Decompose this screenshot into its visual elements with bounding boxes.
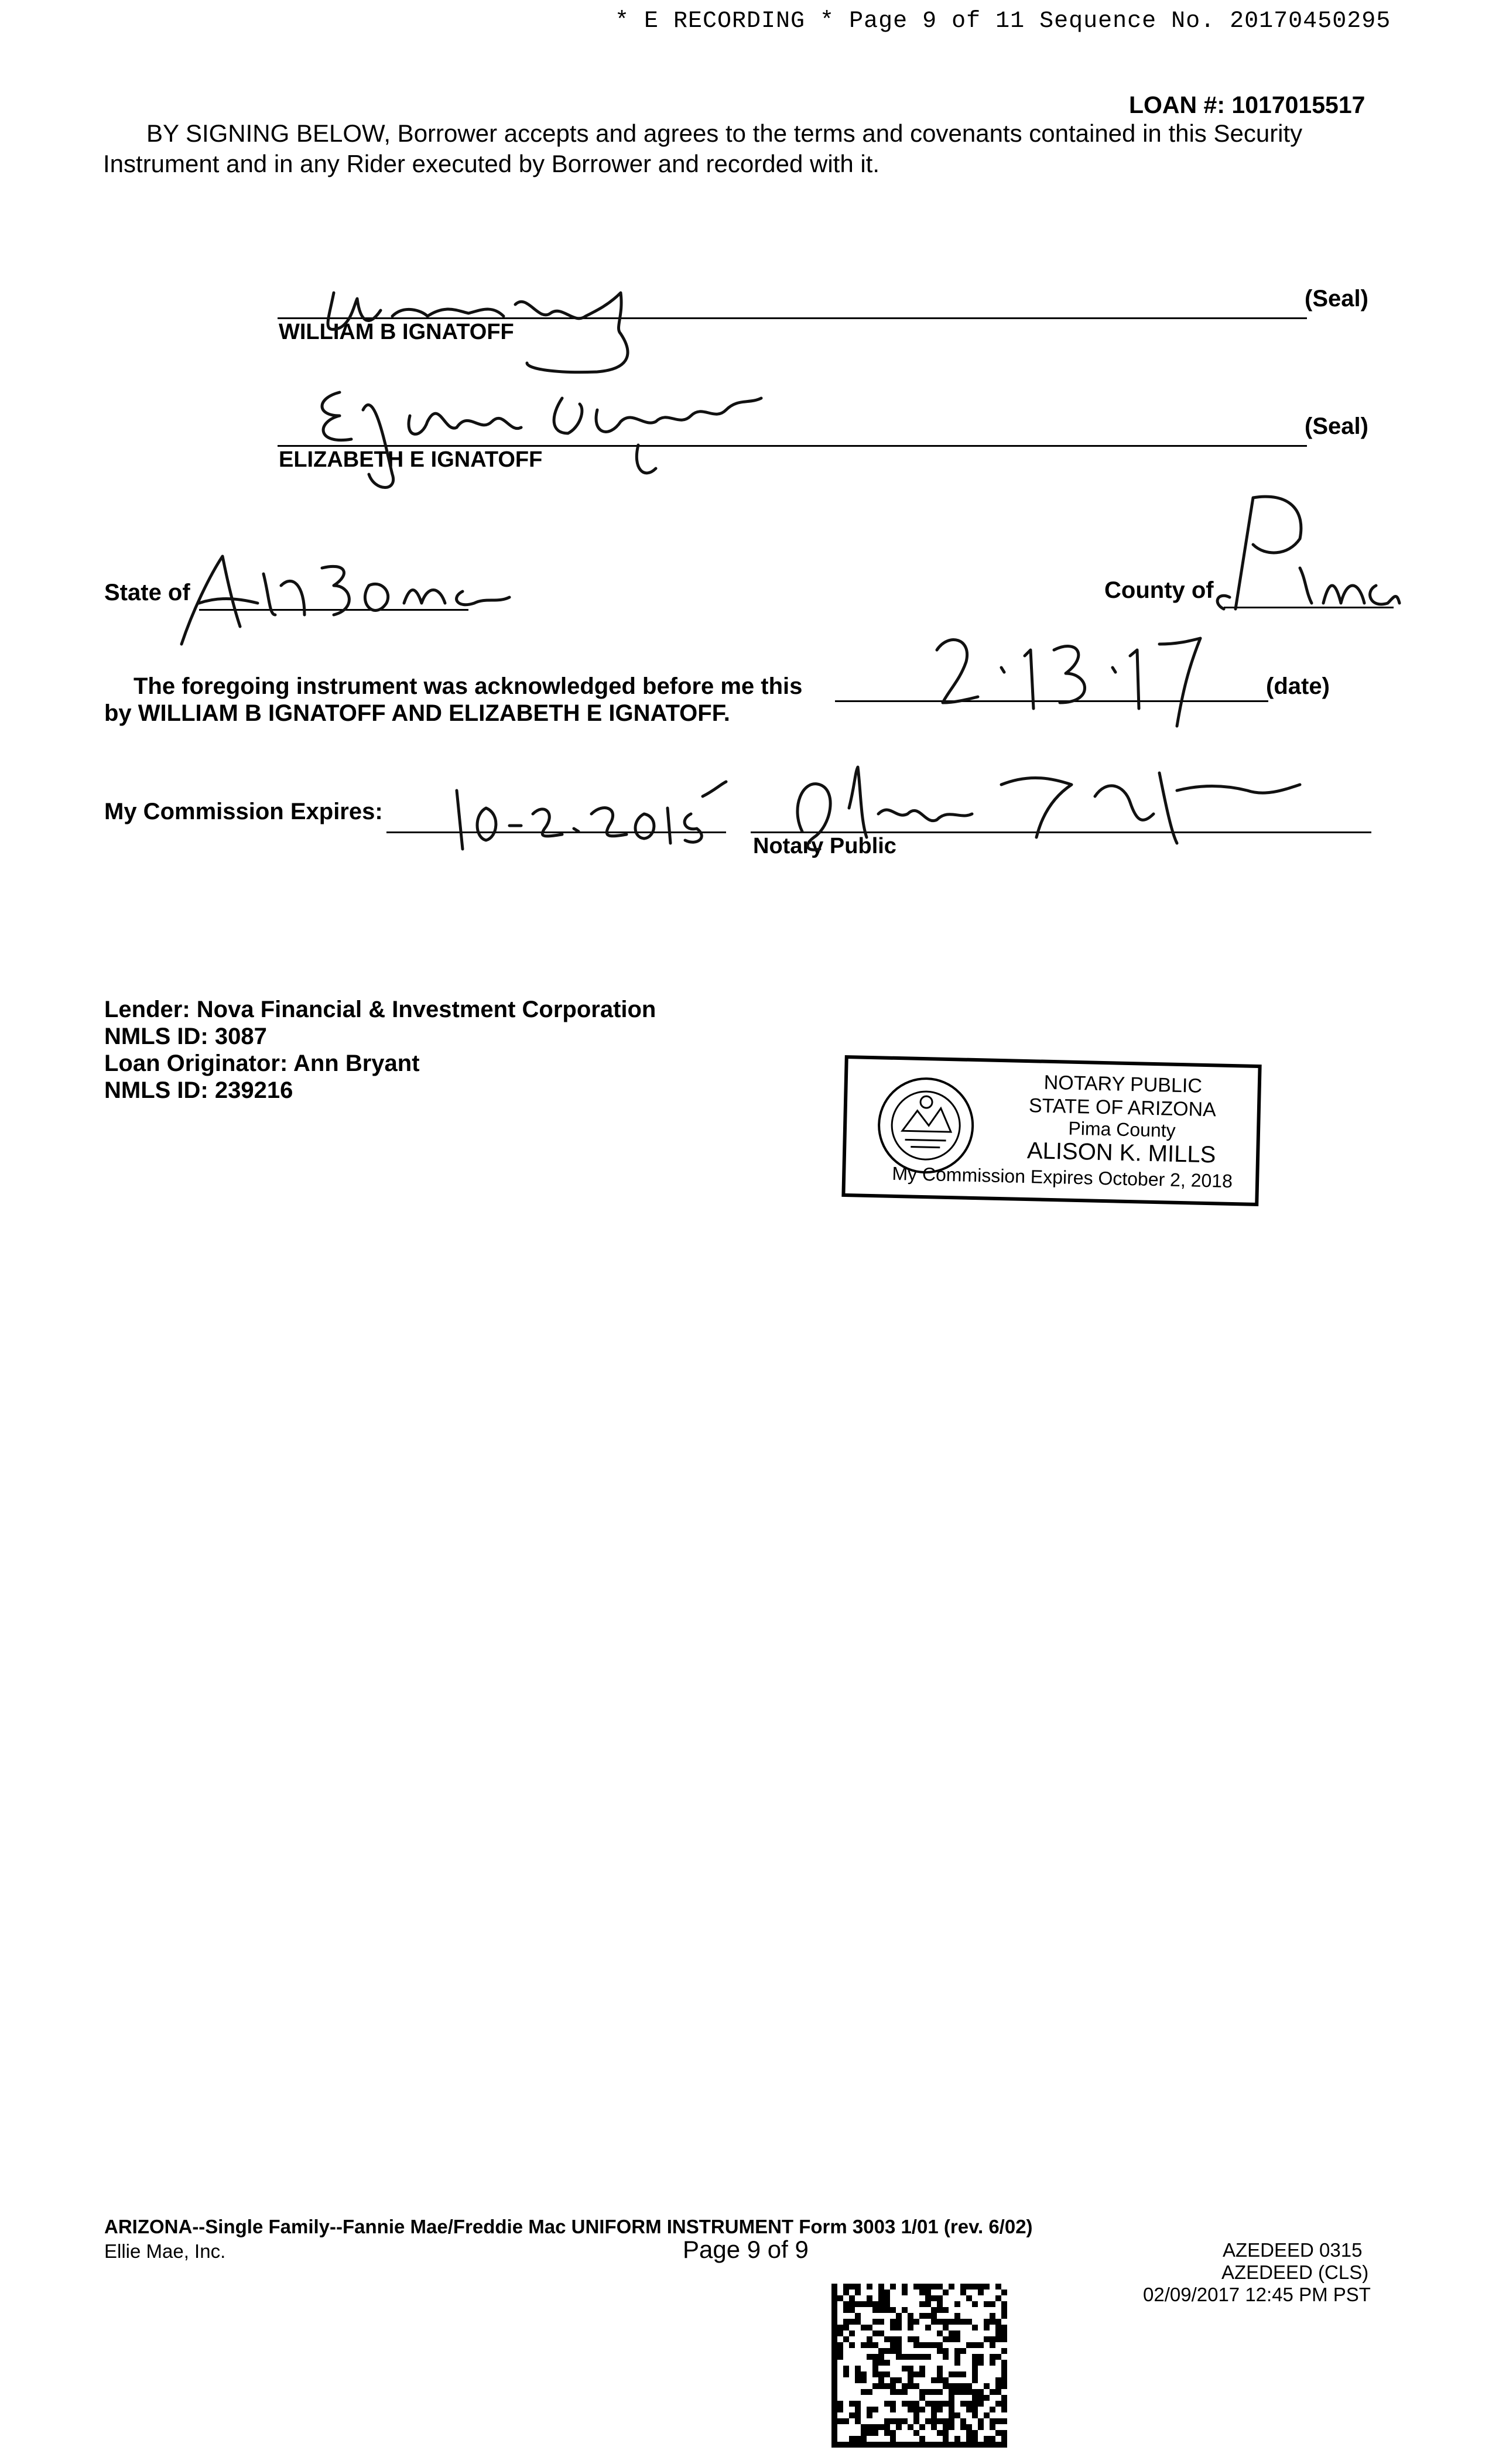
- stamp-state: STATE OF ARIZONA: [1028, 1094, 1217, 1121]
- by-line: by WILLIAM B IGNATOFF AND ELIZABETH E IGNATOFF.: [104, 700, 730, 726]
- stamp-expiration: My Commission Expires October 2, 2018: [892, 1162, 1233, 1192]
- intro-line-1: BY SIGNING BELOW, Borrower accepts and agrees to the terms and covenants contained in this Security: [146, 119, 1303, 147]
- handwriting-state-arizona: [158, 539, 509, 656]
- loan-number: [1129, 91, 1365, 119]
- seal-label-1: (Seal): [1305, 286, 1368, 312]
- lender-nmls-id: NMLS ID: 3087: [104, 1024, 267, 1049]
- handwriting-commission-date: [445, 773, 738, 855]
- loan-label: LOAN #:: [1129, 91, 1225, 118]
- acknowledged-text: The foregoing instrument was acknowledged before me this: [134, 673, 803, 699]
- date-label: (date): [1266, 673, 1330, 699]
- stamp-county: Pima County: [1068, 1117, 1176, 1141]
- county-label: County of: [1104, 577, 1214, 603]
- signature-notary: [779, 750, 1306, 855]
- intro-line-2: Instrument and in any Rider executed by Borrower and recorded with it.: [103, 150, 880, 177]
- commission-label: My Commission Expires:: [104, 799, 383, 824]
- signature-elizabeth: [304, 375, 831, 504]
- seal-label-2: (Seal): [1305, 413, 1368, 439]
- originator-nmls-id: NMLS ID: 239216: [104, 1077, 293, 1103]
- recording-header: * E RECORDING * Page 9 of 11 Sequence No. 20170450295: [615, 8, 1391, 35]
- state-seal-icon: [875, 1074, 977, 1176]
- stamp-notary-name: ALISON K. MILLS: [1026, 1138, 1216, 1168]
- handwriting-date: [925, 627, 1218, 732]
- notary-public-label: Notary Public: [753, 834, 896, 858]
- stamp-title: NOTARY PUBLIC: [1043, 1071, 1203, 1097]
- footer-code-2: AZEDEED (CLS): [1221, 2261, 1369, 2283]
- signer-name-2: ELIZABETH E IGNATOFF: [279, 447, 543, 472]
- footer-timestamp: 02/09/2017 12:45 PM PST: [1143, 2284, 1371, 2305]
- footer-code-1: AZEDEED 0315: [1223, 2239, 1363, 2261]
- barcode-icon: [831, 2284, 1007, 2448]
- loan-originator: Loan Originator: Ann Bryant: [104, 1050, 420, 1076]
- signature-william: [304, 269, 679, 375]
- notary-stamp: [841, 1055, 1261, 1206]
- signer-name-1: WILLIAM B IGNATOFF: [279, 320, 514, 344]
- handwriting-county-pima: [1189, 486, 1423, 615]
- state-label: State of: [104, 580, 190, 605]
- footer-form-line: ARIZONA--Single Family--Fannie Mae/Freddie Mac UNIFORM INSTRUMENT Form 3003 1/01 (rev. 6/02): [104, 2216, 1033, 2237]
- footer-page-number: Page 9 of 9: [683, 2236, 809, 2263]
- lender-line: Lender: Nova Financial & Investment Corporation: [104, 997, 656, 1022]
- footer-company: Ellie Mae, Inc.: [104, 2240, 226, 2262]
- loan-value: 1017015517: [1231, 91, 1365, 118]
